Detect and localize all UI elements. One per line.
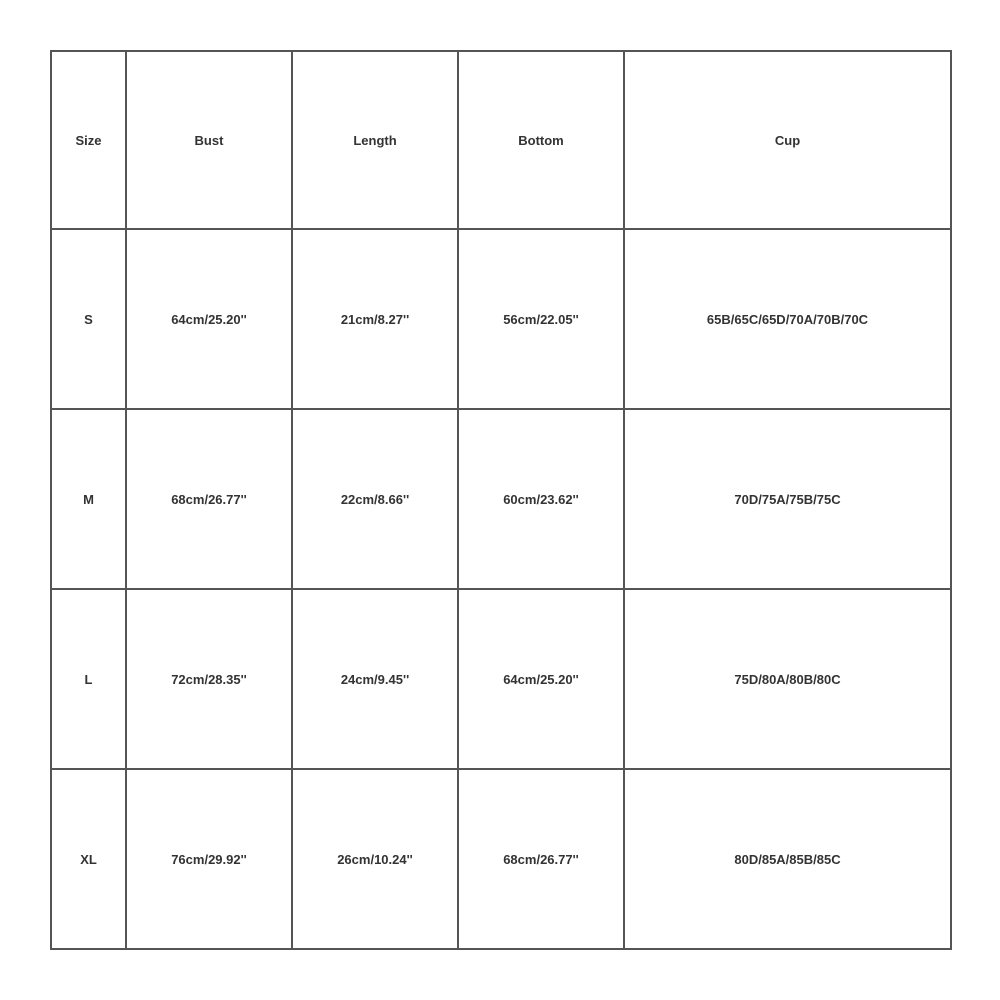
cell-bust: 64cm/25.20'' <box>126 229 292 409</box>
cell-cup: 70D/75A/75B/75C <box>624 409 951 589</box>
cell-cup: 65B/65C/65D/70A/70B/70C <box>624 229 951 409</box>
header-bust: Bust <box>126 51 292 229</box>
cell-bust: 72cm/28.35'' <box>126 589 292 769</box>
table-header-row <box>51 51 951 229</box>
cell-length: 26cm/10.24'' <box>292 769 458 949</box>
cell-bottom: 68cm/26.77'' <box>458 769 624 949</box>
cell-size: S <box>51 229 126 409</box>
cell-length: 22cm/8.66'' <box>292 409 458 589</box>
cell-bust: 76cm/29.92'' <box>126 769 292 949</box>
cell-bottom: 64cm/25.20'' <box>458 589 624 769</box>
cell-cup: 80D/85A/85B/85C <box>624 769 951 949</box>
cell-length: 24cm/9.45'' <box>292 589 458 769</box>
cell-bust: 68cm/26.77'' <box>126 409 292 589</box>
header-length: Length <box>292 51 458 229</box>
table-row <box>51 229 951 409</box>
cell-cup: 75D/80A/80B/80C <box>624 589 951 769</box>
cell-size: L <box>51 589 126 769</box>
table-row <box>51 589 951 769</box>
table-row <box>51 409 951 589</box>
cell-bottom: 60cm/23.62'' <box>458 409 624 589</box>
header-bottom: Bottom <box>458 51 624 229</box>
cell-size: XL <box>51 769 126 949</box>
table-row <box>51 769 951 949</box>
cell-size: M <box>51 409 126 589</box>
header-cup: Cup <box>624 51 951 229</box>
header-size: Size <box>51 51 126 229</box>
size-chart-table <box>50 50 952 950</box>
cell-bottom: 56cm/22.05'' <box>458 229 624 409</box>
cell-length: 21cm/8.27'' <box>292 229 458 409</box>
